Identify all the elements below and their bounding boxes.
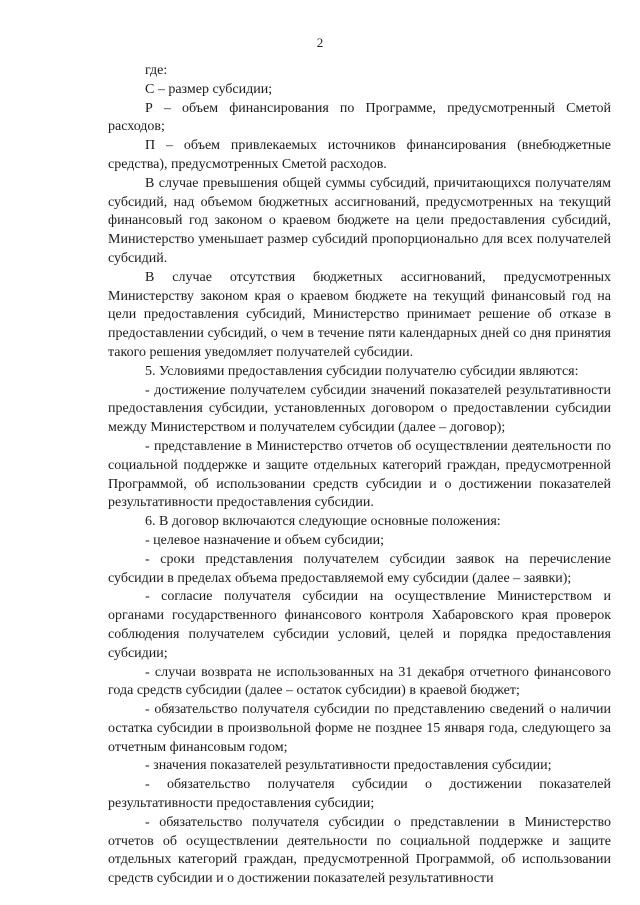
paragraph-where: где: bbox=[145, 63, 168, 78]
list-item-achievement-obligation: - обязательство получателя субсидии о достижении показателей результативности предоставления субсидии; bbox=[108, 777, 611, 812]
paragraph-section-6-contract: 6. В договор включаются следующие основные положения: bbox=[145, 514, 501, 530]
list-item-return-cases: - случаи возврата не использованных на 31 декабря отчетного финансового года средств субсидии (далее – остаток субсидии) в краевой бюджет; bbox=[108, 664, 611, 699]
list-item-balance-report: - обязательство получателя субсидии по представлению сведений о наличии остатка субсидии в произвольной форме не позднее 15 января года, следующего за отчетным финансовым годом; bbox=[108, 702, 611, 755]
paragraph-definition-p-sources: П – объем привлекаемых источников финансирования (внебюджетные средства), предусмотренных Сметой расходов. bbox=[108, 138, 611, 172]
list-item-condition-indicators: - достижение получателем субсидии значений показателей результативности предоставления субсидии, установленных договором о предоставлении субсидии между Министерством и получателем субсидии (далее – договор); bbox=[108, 382, 611, 436]
paragraph-definition-p-funding: Р – объем финансирования по Программе, предусмотренный Сметой расходов; bbox=[108, 100, 611, 135]
paragraph-no-allocations: В случае отсутствия бюджетных ассигнований, предусмотренных Министерству законом края о краевом бюджете на текущий финансовый год на цели предоставления субсидий, Министерство принимает решение об отказе в предоставлении субсидий, о чем в течение пяти календарных дней со дня принятия такого решения уведомляет получателей субсидии. bbox=[108, 269, 611, 360]
list-item-condition-reports: - представление в Министерство отчетов об осуществлении деятельности по социальной поддержке и защите отдельных категорий граждан, предусмотренной Программой, об использовании средств субсидии и о достижении показателей результативности предоставления субсидии. bbox=[108, 438, 611, 511]
paragraph-excess-subsidies: В случае превышения общей суммы субсидий, причитающихся получателям субсидий, над объемом бюджетных ассигнований, предусмотренных на текущий финансовый год законом о краевом бюджете на цели предоставления субсидий, Министерство уменьшает размер субсидий пропорционально для всех получателей субсидий. bbox=[108, 175, 611, 266]
list-item-purpose-volume: - целевое назначение и объем субсидии; bbox=[145, 532, 385, 548]
document-body bbox=[108, 62, 611, 889]
paragraph-section-5-conditions: 5. Условиями предоставления субсидии получателю субсидии являются: bbox=[145, 363, 579, 379]
list-item-reporting-obligation: - обязательство получателя субсидии о представлении в Министерство отчетов об осуществлении деятельности по социальной поддержке и защите отдельных категорий граждан, предусмотренной Программой, об использовании средств субсидии и о достижении показателей результативности bbox=[108, 814, 611, 887]
list-item-application-deadlines: - сроки представления получателем субсидии заявок на перечисление субсидии в пределах объема предоставляемой ему субсидии (далее – заявки); bbox=[108, 551, 611, 586]
list-item-control-consent: - согласие получателя субсидии на осуществление Министерством и органами государственного финансового контроля Хабаровского края проверок соблюдения получателем субсидии условий, целей и порядка предоставления субсидии; bbox=[108, 589, 611, 661]
page-number: 2 bbox=[316, 35, 324, 50]
list-item-indicator-values: - значения показателей результативности предоставления субсидии; bbox=[145, 758, 552, 774]
paragraph-definition-c: С – размер субсидии; bbox=[145, 81, 273, 97]
